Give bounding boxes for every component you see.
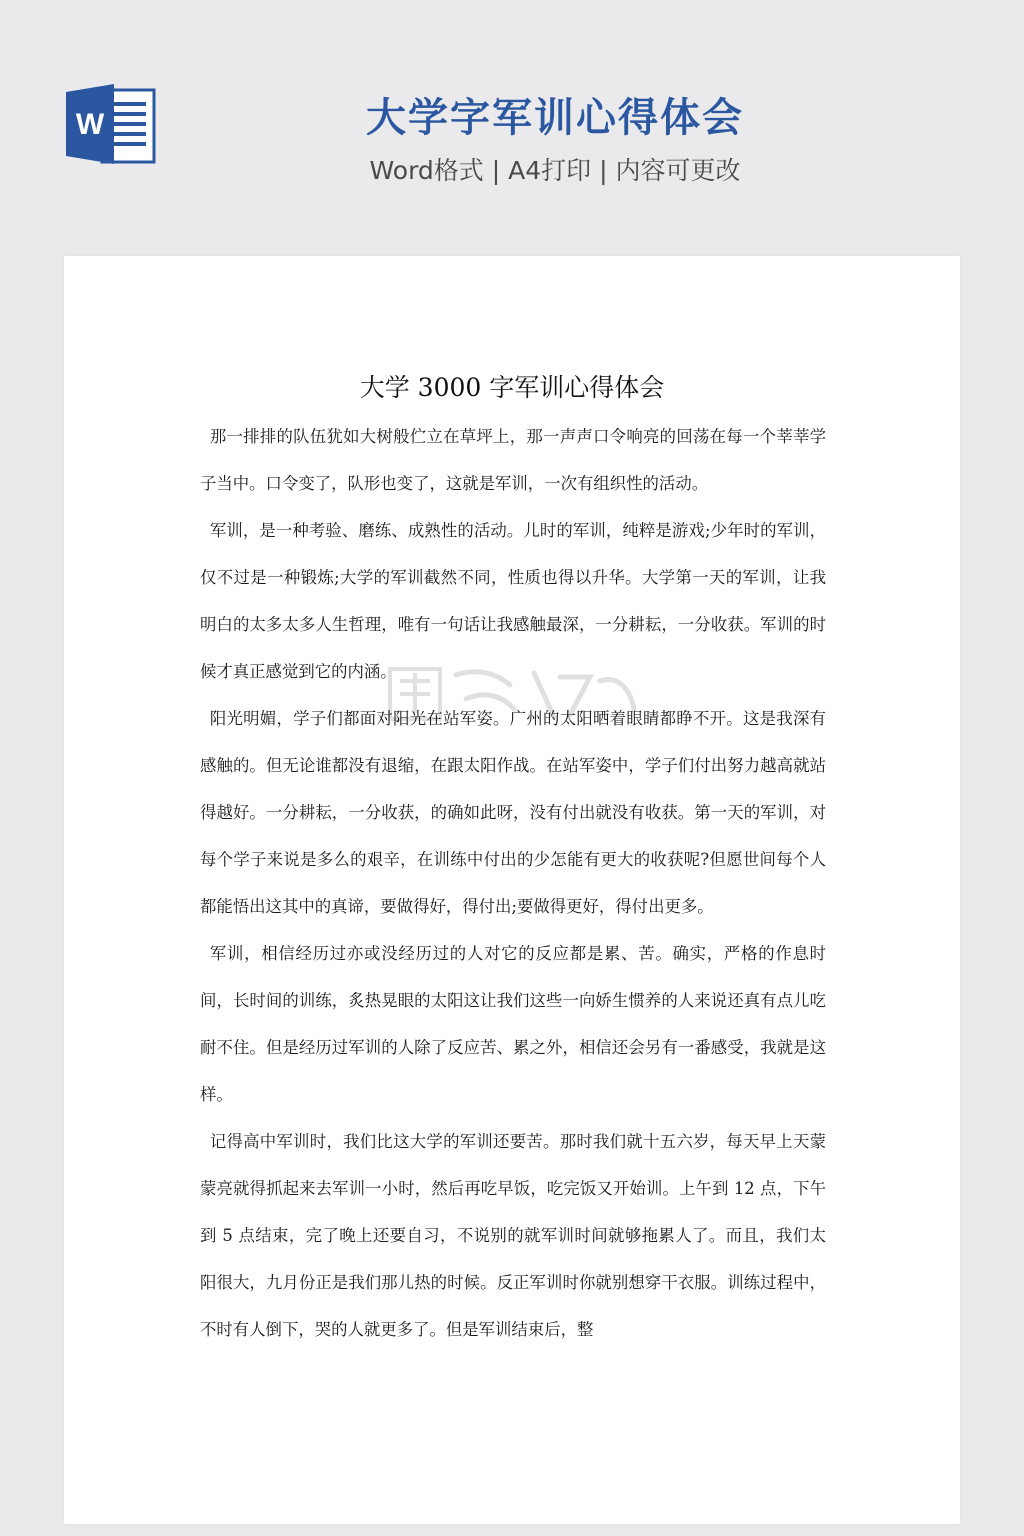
paragraph: 阳光明媚，学子们都面对阳光在站军姿。广州的太阳晒着眼睛都睁不开。这是我深有感触的。但无论谁都没有退缩，在跟太阳作战。在站军姿中，学子们付出努力越高就站得越好。一分耕耘，一分收获，的确如此呀，没有付出就没有收获。第一天的军训，对每个学子来说是多么的艰辛，在训练中付出的少怎能有更大的收获呢?但愿世间每个人都能悟出这其中的真谛，要做得好，得付出;要做得更好，得付出更多。	[200, 709, 826, 916]
word-icon	[66, 82, 156, 164]
document-title: 大学 3000 字军训心得体会	[359, 373, 665, 402]
paragraph: 军训，相信经历过亦或没经历过的人对它的反应都是累、苦。确实，严格的作息时间，长时间的训练，炙热晃眼的太阳这让我们这些一向娇生惯养的人来说还真有点儿吃耐不住。但是经历过军训的人除了反应苦、累之外，相信还会另有一番感受，我就是这样。	[200, 944, 826, 1104]
paragraph: 记得高中军训时，我们比这大学的军训还要苦。那时我们就十五六岁，每天早上天蒙蒙亮就得抓起来去军训一小时，然后再吃早饭，吃完饭又开始训。上午到 12 点，下午到 5 点结束，完了晚上还要自习，不说别的就军训时间就够拖累人了。而且，我们太阳很大，九月份正是我们那儿热的时候。反正军训时你就别想穿干衣服。训练过程中，不时有人倒下，哭的人就更多了。但是军训结束后，整	[200, 1132, 826, 1339]
header-subtitle: Word格式 | A4打印 | 内容可更改	[369, 156, 741, 185]
word-icon-letter: W	[75, 108, 105, 141]
page-header	[0, 0, 1024, 256]
header-title: 大学字军训心得体会	[366, 95, 744, 141]
document-page	[64, 256, 960, 1524]
paragraph: 军训，是一种考验、磨练、成熟性的活动。儿时的军训，纯粹是游戏;少年时的军训，仅不过是一种锻炼;大学的军训截然不同，性质也得以升华。大学第一天的军训，让我明白的太多太多人生哲理，唯有一句话让我感触最深，一分耕耘，一分收获。军训的时候才真正感觉到它的内涵。	[200, 521, 826, 681]
paragraph: 那一排排的队伍犹如大树般伫立在草坪上，那一声声口令响亮的回荡在每一个莘莘学子当中。口令变了，队形也变了，这就是军训，一次有组织性的活动。	[200, 427, 826, 493]
document-body	[200, 413, 826, 1353]
